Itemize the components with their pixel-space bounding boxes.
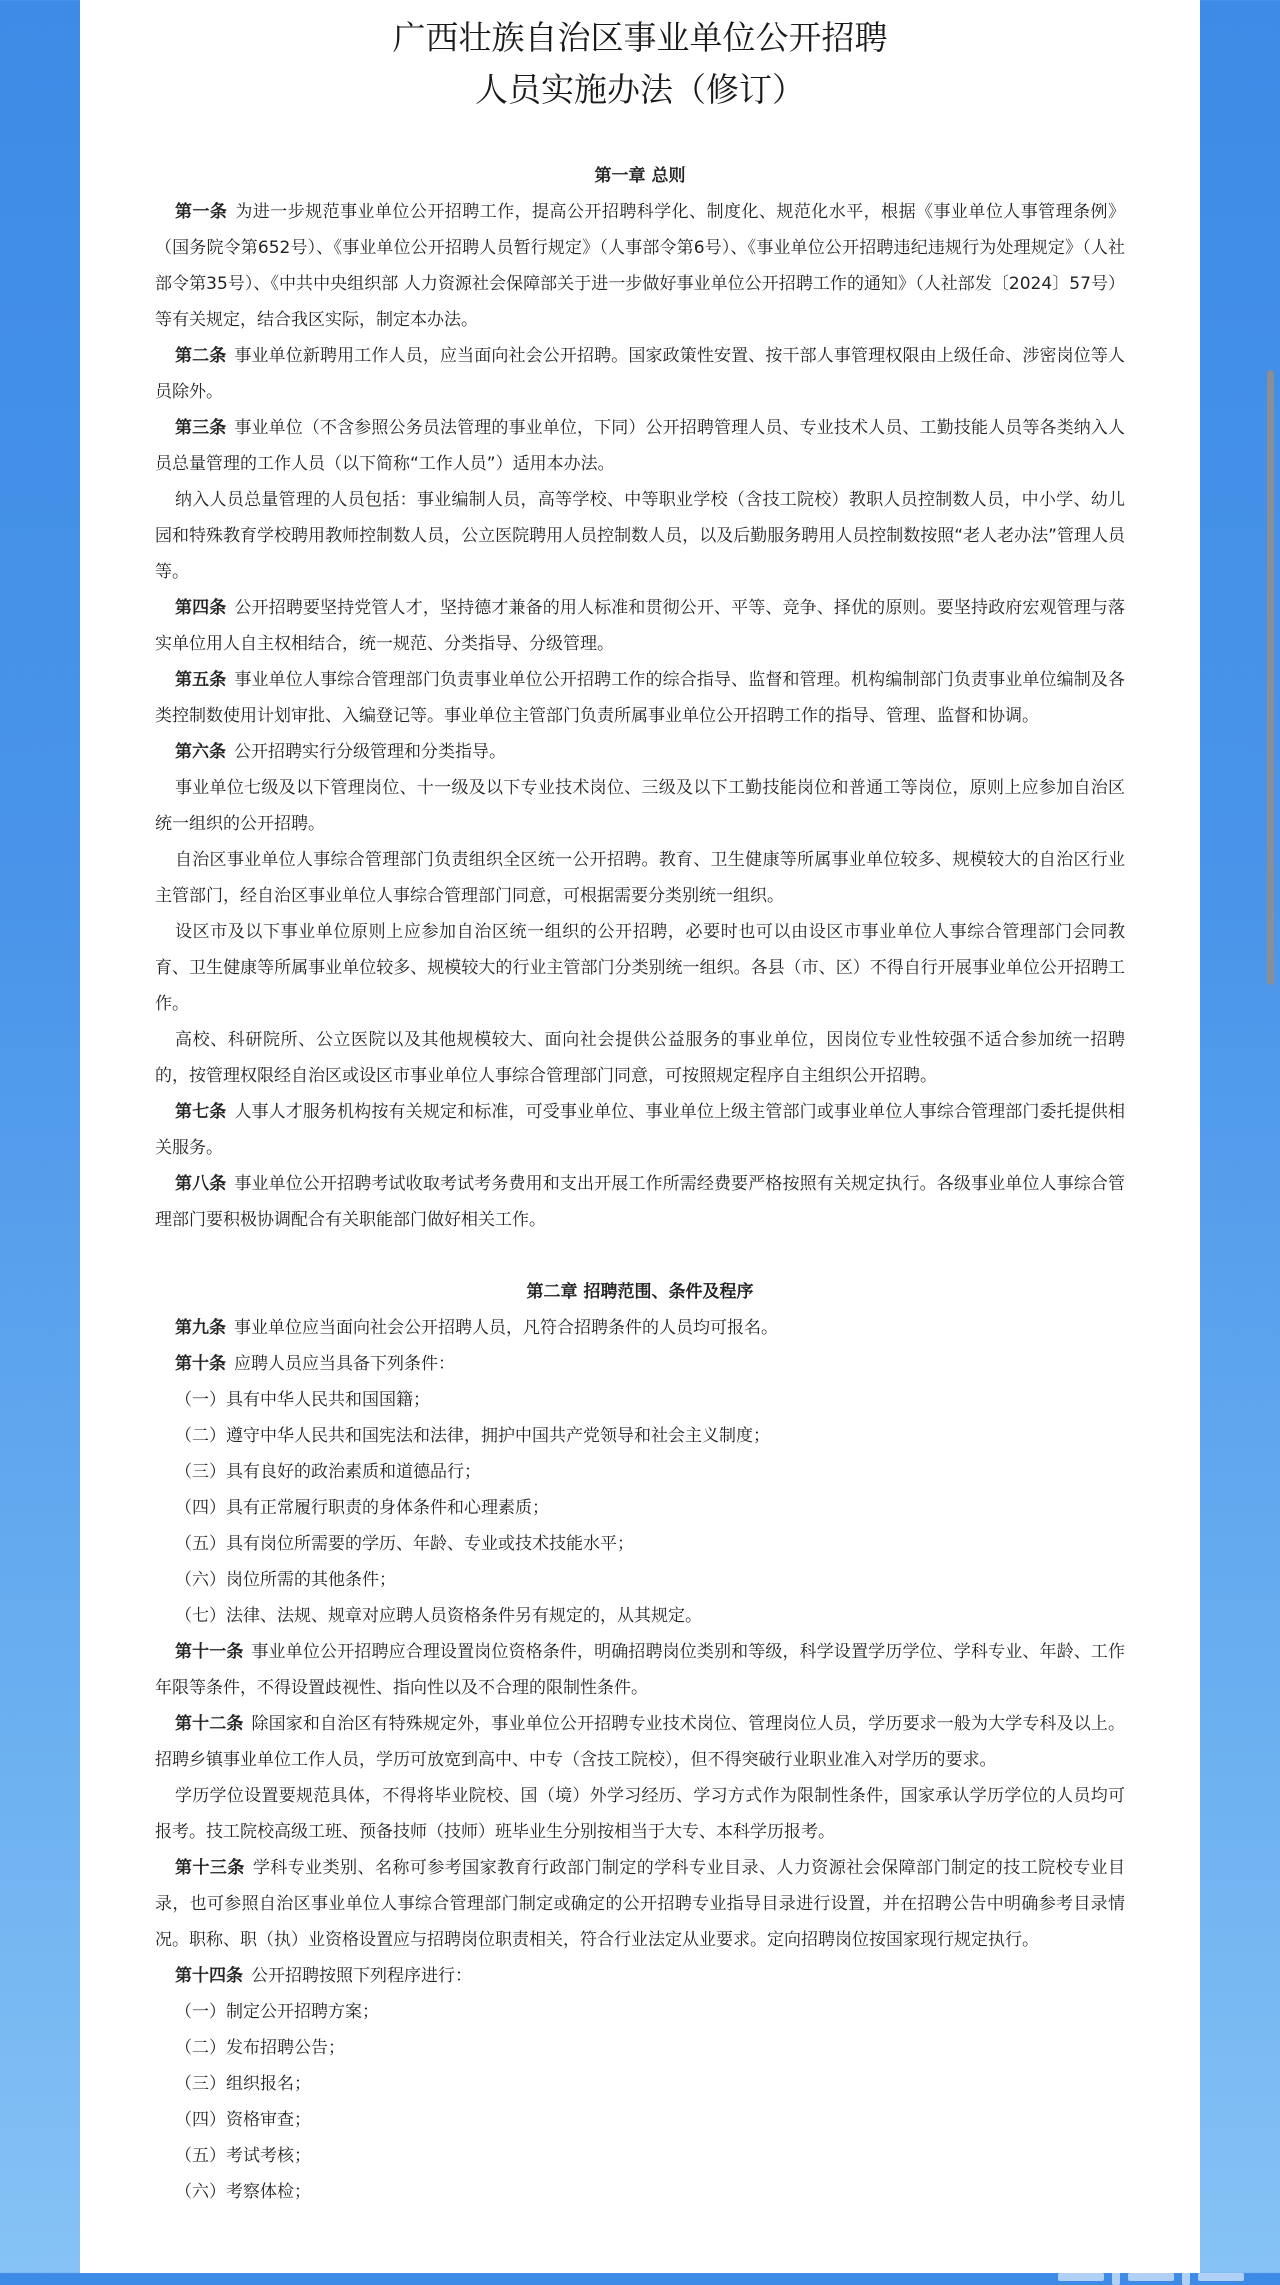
article-paragraph (155, 770, 1125, 842)
article-paragraph (155, 338, 1125, 410)
article-paragraph (155, 482, 1125, 590)
article-text: （四）具有正常履行职责的身体条件和心理素质； (175, 1498, 549, 1518)
article-text: 学科专业类别、名称可参考国家教育行政部门制定的学科专业目录、人力资源社会保障部门制定的技工院校专业目录，也可参照自治区事业单位人事综合管理部门制定或确定的公开招聘专业指导目录进行设置，并在招聘公告中明确参考目录情况。职称、职（执）业资格设置应与招聘岗位职责相关，符合行业法定从业要求。定向招聘岗位按国家现行规定执行。 (155, 1858, 1125, 1950)
article-text: 公开招聘实行分级管理和分类指导。 (234, 742, 506, 762)
article-paragraph (155, 1094, 1125, 1166)
article-text: （五）考试考核； (175, 2146, 311, 2166)
article-text: 纳入人员总量管理的人员包括：事业编制人员，高等学校、中等职业学校（含技工院校）教职人员控制数人员，中小学、幼儿园和特殊教育学校聘用教师控制数人员，公立医院聘用人员控制数人员，以及后勤服务聘用人员控制数按照“老人老办法”管理人员等。 (155, 490, 1125, 582)
article-text: 为进一步规范事业单位公开招聘工作，提高公开招聘科学化、制度化、规范化水平，根据《事业单位人事管理条例》（国务院令第652号）、《事业单位公开招聘人员暂行规定》（人事部令第6号）、《事业单位公开招聘违纪违规行为处理规定》（人社部令第35号）、《中共中央组织部 人力资源社会保障部关于进一步做好事业单位公开招聘工作的通知》（人社部发〔2024〕57号）等有关规定，结合我区实际，制定本办法。 (155, 202, 1125, 330)
scrollbar-thumb[interactable] (1267, 370, 1274, 985)
article-text: 事业单位公开招聘应合理设置岗位资格条件，明确招聘岗位类别和等级，科学设置学历学位、学科专业、年龄、工作年限等条件，不得设置歧视性、指向性以及不合理的限制性条件。 (155, 1642, 1126, 1698)
article-number: 第十一条 (175, 1642, 244, 1662)
article-paragraph (155, 1022, 1125, 1094)
article-text: 设区市及以下事业单位原则上应参加自治区统一组织的公开招聘，必要时也可以由设区市事业单位人事综合管理部门会同教育、卫生健康等所属事业单位较多、规模较大的行业主管部门分类别统一组织。各县（市、区）不得自行开展事业单位公开招聘工作。 (155, 922, 1125, 1014)
article-number: 第十二条 (175, 1714, 244, 1734)
article-paragraph (155, 1778, 1125, 1850)
article-text: 事业单位新聘用工作人员，应当面向社会公开招聘。国家政策性安置、按干部人事管理权限由上级任命、涉密岗位等人员除外。 (155, 346, 1125, 402)
article-paragraph (155, 1598, 1125, 1634)
article-text: 事业单位应当面向社会公开招聘人员，凡符合招聘条件的人员均可报名。 (234, 1318, 778, 1338)
article-text: （三）组织报名； (175, 2074, 311, 2094)
article-paragraph (155, 1382, 1125, 1418)
article-number: 第十三条 (175, 1858, 245, 1878)
article-paragraph (155, 1526, 1125, 1562)
document-title-line-1: 广西壮族自治区事业单位公开招聘 (392, 18, 888, 57)
article-number: 第五条 (175, 670, 227, 690)
article-number: 第八条 (175, 1174, 227, 1194)
article-number: 第六条 (175, 742, 226, 762)
article-text: （七）法律、法规、规章对应聘人员资格条件另有规定的，从其规定。 (175, 1606, 702, 1626)
article-number: 第十条 (175, 1354, 226, 1374)
article-text: 事业单位（不含参照公务员法管理的事业单位，下同）公开招聘管理人员、专业技术人员、工勤技能人员等各类纳入人员总量管理的工作人员（以下简称“工作人员”）适用本办法。 (155, 418, 1125, 474)
article-paragraph (155, 1850, 1125, 1958)
article-text: （一）制定公开招聘方案； (175, 2002, 379, 2022)
article-text: （一）具有中华人民共和国国籍； (175, 1390, 430, 1410)
article-number: 第三条 (175, 418, 227, 438)
article-text: （三）具有良好的政治素质和道德品行； (175, 1462, 481, 1482)
article-paragraph (155, 410, 1125, 482)
watermark-logo (1058, 2245, 1244, 2285)
article-number: 第四条 (175, 598, 227, 618)
article-text: 公开招聘按照下列程序进行： (251, 1966, 472, 1986)
chapter-title: 第二章 招聘范围、条件及程序 (526, 1282, 754, 1302)
article-paragraph (155, 1706, 1125, 1778)
article-text: （四）资格审查； (175, 2110, 311, 2130)
article-text: （五）具有岗位所需要的学历、年龄、专业或技术技能水平； (175, 1534, 634, 1554)
article-paragraph (155, 734, 1125, 770)
article-text: （二）遵守中华人民共和国宪法和法律，拥护中国共产党领导和社会主义制度； (175, 1426, 770, 1446)
article-paragraph (155, 2102, 1125, 2138)
article-text: 事业单位人事综合管理部门负责事业单位公开招聘工作的综合指导、监督和管理。机构编制部门负责事业单位编制及各类控制数使用计划审批、入编登记等。事业单位主管部门负责所属事业单位公开招聘工作的指导、管理、监督和协调。 (155, 670, 1125, 726)
article-paragraph (155, 842, 1125, 914)
article-paragraph (155, 1562, 1125, 1598)
article-text: 公开招聘要坚持党管人才，坚持德才兼备的用人标准和贯彻公开、平等、竞争、择优的原则。要坚持政府宏观管理与落实单位用人自主权相结合，统一规范、分类指导、分级管理。 (155, 598, 1125, 654)
article-paragraph (155, 2066, 1125, 2102)
document-body (155, 158, 1125, 2210)
article-paragraph (155, 194, 1125, 338)
article-text: 除国家和自治区有特殊规定外，事业单位公开招聘专业技术岗位、管理岗位人员，学历要求一般为大学专科及以上。招聘乡镇事业单位工作人员，学历可放宽到高中、中专（含技工院校），但不得突破行业职业准入对学历的要求。 (155, 1714, 1126, 1770)
article-number: 第一条 (175, 202, 228, 222)
article-paragraph (155, 662, 1125, 734)
article-text: 高校、科研院所、公立医院以及其他规模较大、面向社会提供公益服务的事业单位，因岗位专业性较强不适合参加统一招聘的，按管理权限经自治区或设区市事业单位人事综合管理部门同意，可按照规定程序自主组织公开招聘。 (155, 1030, 1125, 1086)
article-paragraph (155, 1994, 1125, 2030)
article-text: 人事人才服务机构按有关规定和标准，可受事业单位、事业单位上级主管部门或事业单位人事综合管理部门委托提供相关服务。 (155, 1102, 1125, 1158)
article-text: （二）发布招聘公告； (175, 2038, 345, 2058)
article-paragraph (155, 1166, 1125, 1238)
article-text: （六）考察体检； (175, 2182, 311, 2202)
article-text: 事业单位七级及以下管理岗位、十一级及以下专业技术岗位、三级及以下工勤技能岗位和普通工等岗位，原则上应参加自治区统一组织的公开招聘。 (155, 778, 1125, 834)
article-paragraph (155, 2174, 1125, 2210)
article-paragraph (155, 1490, 1125, 1526)
article-paragraph (155, 1346, 1125, 1382)
article-text: （六）岗位所需的其他条件； (175, 1570, 396, 1590)
article-paragraph (155, 1958, 1125, 1994)
article-number: 第七条 (175, 1102, 227, 1122)
article-paragraph (155, 2030, 1125, 2066)
article-paragraph (155, 1418, 1125, 1454)
article-number: 第二条 (175, 346, 227, 366)
article-number: 第九条 (175, 1318, 226, 1338)
article-paragraph (155, 1634, 1125, 1706)
article-text: 自治区事业单位人事综合管理部门负责组织全区统一公开招聘。教育、卫生健康等所属事业单位较多、规模较大的自治区行业主管部门，经自治区事业单位人事综合管理部门同意，可根据需要分类别统一组织。 (155, 850, 1125, 906)
document-title-line-2: 人员实施办法（修订） (475, 70, 805, 109)
article-text: 事业单位公开招聘考试收取考试考务费用和支出开展工作所需经费要严格按照有关规定执行。各级事业单位人事综合管理部门要积极协调配合有关职能部门做好相关工作。 (155, 1174, 1125, 1230)
article-paragraph (155, 2138, 1125, 2174)
article-text: 应聘人员应当具备下列条件： (234, 1354, 455, 1374)
document-page (80, 0, 1200, 2273)
article-number: 第十四条 (175, 1966, 243, 1986)
article-paragraph (155, 914, 1125, 1022)
article-paragraph (155, 1454, 1125, 1490)
article-paragraph (155, 1310, 1125, 1346)
article-paragraph (155, 590, 1125, 662)
chapter-title: 第一章 总则 (594, 166, 686, 186)
article-text: 学历学位设置要规范具体，不得将毕业院校、国（境）外学习经历、学习方式作为限制性条件，国家承认学历学位的人员均可报考。技工院校高级工班、预备技师（技师）班毕业生分别按相当于大专、本科学历报考。 (155, 1786, 1125, 1842)
